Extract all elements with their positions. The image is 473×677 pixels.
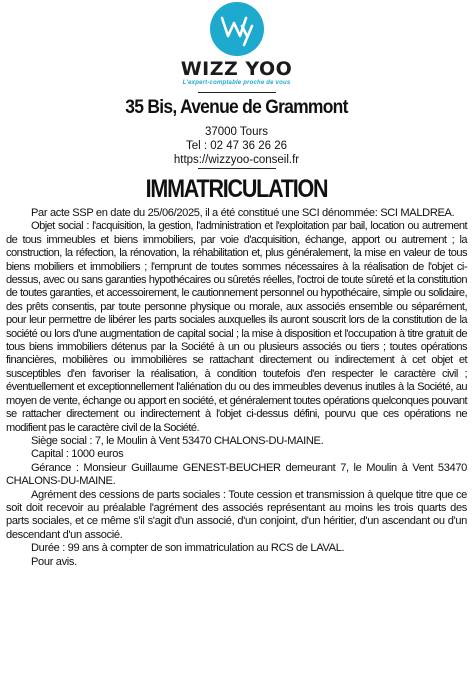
paragraph-duree: Durée : 99 ans à compter de son immatriculation au RCS de LAVAL. [31, 542, 345, 555]
notice-title: IMMATRICULATION [145, 175, 328, 203]
logo-tagline: L'expert-comptable proche de vous [182, 80, 291, 86]
paragraph-pour-avis: Pour avis. [31, 555, 77, 568]
office-city: 37000 Tours [204, 126, 269, 138]
office-phone: Tel : 02 47 36 26 26 [185, 140, 288, 152]
paragraph-capital: Capital : 1000 euros [31, 448, 124, 461]
office-website: https://wizzyoo-conseil.fr [173, 154, 300, 166]
notice-body [6, 207, 467, 569]
office-address: 35 Bis, Avenue de Grammont [125, 97, 348, 118]
wy-monogram-icon [210, 2, 264, 56]
company-logo [6, 0, 467, 87]
paragraph-agrement: Agrément des cessions de parts sociales : Toute cession et transmission à quelque titre que ce soit doit recevoir au préalable l'agrément des associés représentant au moins les trois quarts des parts sociales, et ce même s'il s'agit d'un associé, d'un conjoint, d'un héritier, d'un ascendant ou d'un descendant d'un associé. [6, 488, 467, 541]
divider [198, 168, 276, 169]
paragraph-objet-social: Objet social : l'acquisition, la gestion, l'administration et l'exploitation par bail, location ou autrement de tous immeubles et biens immobiliers, par voie d'acquisition, échange, apport ou autrement ; la construction, la réfection, la rénovation, la réhabilitation et, plus généralement, la mise en valeur de tous biens mobiliers et immobiliers ; l'emprunt de toutes sommes nécessaires à la réalisation de l'objet ci-dessus, avec ou sans garanties hypothécaires ou sûretés réelles, l'octroi de toute sûreté et la constitution de toutes garanties, et accessoirement, le cautionnement personnel ou hypothécaire, simple ou solidaire, des prêts consentis, par toute personne physique ou morale, aux associés ensemble ou séparément, pour leur permettre de libérer les parts sociales auxquelles ils auront souscrit lors de la constitution de la société ou lors d'une augmentation de capital social ; la mise à disposition et l'occupation à titre gratuit de tous biens immobiliers détenus par la Société à un ou plusieurs associés ou tiers ; toutes opérations financières, mobilières ou immobilières se rattachant directement ou indirectement à cet objet et susceptibles d'en favoriser la réalisation, à condition toutefois d'en respecter le caractère civil ; éventuellement et exceptionnellement l'aliénation du ou des immeubles devenus inutiles à la Société, au moyen de vente, échange ou apport en société, et généralement toutes opérations quelconques pouvant se rattacher directement ou indirectement à l'objet ci-dessus défini, pourvu que ces opérations ne modifient pas le caractère civil de la Société. [6, 220, 467, 434]
logo-wordmark: WIZZ YOO [180, 58, 293, 80]
divider [198, 92, 276, 93]
office-contact [6, 125, 467, 167]
paragraph-siege-social: Siège social : 7, le Moulin à Vent 53470 CHALONS-DU-MAINE. [31, 434, 324, 447]
paragraph-constitution: Par acte SSP en date du 25/06/2025, il a été constitué une SCI dénommée: SCI MALDREA. [31, 207, 455, 219]
paragraph-gerance: Gérance : Monsieur Guillaume GENEST-BEUCHER demeurant 7, le Moulin à Vent 53470 CHALONS-DU-MAINE. [6, 461, 467, 488]
